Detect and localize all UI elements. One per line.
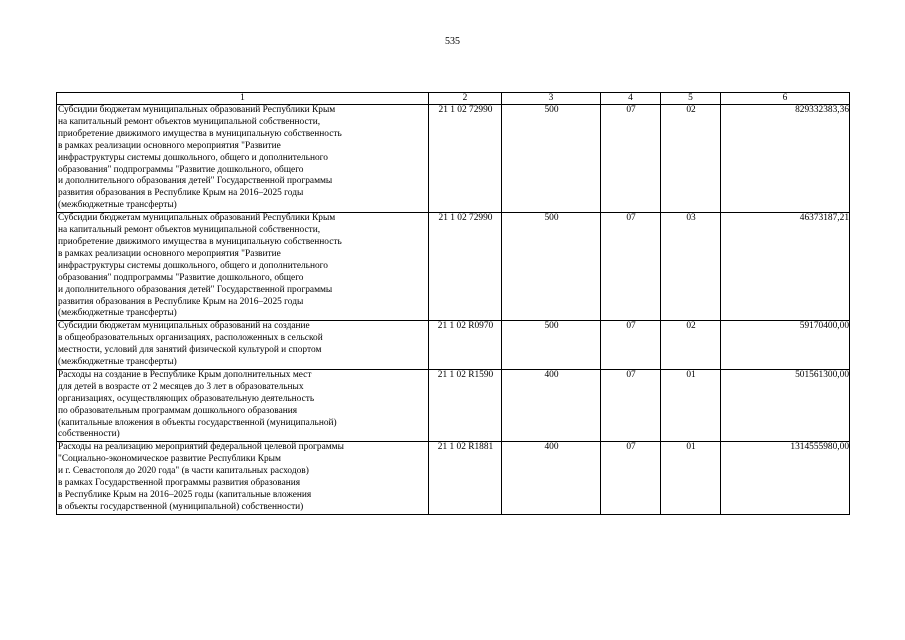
column-header-2: 2 [429, 93, 502, 105]
row-section: 07 [601, 105, 661, 213]
row-expense-type: 400 [502, 369, 601, 441]
row-subsection: 01 [661, 369, 721, 441]
row-amount: 46373187,21 [721, 213, 850, 321]
row-description: Расходы на реализацию мероприятий федеральной целевой программы "Социально-экономическое развитие Республики Крым и г. Севастополя до 2020 года" (в части капитальных расходов) в рамках Государственной программы развития образования в Республике Крым на 2016–2025 годы (капитальные вложения в объекты государственной (муниципальной) собственности) [57, 442, 429, 514]
budget-table [56, 92, 850, 515]
page-number: 535 [445, 36, 460, 47]
row-target-code: 21 1 02 72990 [429, 213, 502, 321]
row-description: Субсидии бюджетам муниципальных образований Республики Крым на капитальный ремонт объектов муниципальной собственности, приобретение движимого имущества в муниципальную собственность в рамках реализации основного мероприятия "Развитие инфраструктуры системы дошкольного, общего и дополнительного образования" подпрограммы "Развитие дошкольного, общего и дополнительного образования детей" Государственной программы развития образования в Республике Крым на 2016–2025 годы (межбюджетные трансферты) [57, 213, 429, 321]
row-subsection: 03 [661, 213, 721, 321]
table-row [57, 213, 850, 321]
header-row [57, 93, 850, 105]
row-subsection: 02 [661, 105, 721, 213]
row-subsection: 02 [661, 321, 721, 370]
row-section: 07 [601, 442, 661, 514]
row-description: Расходы на создание в Республике Крым дополнительных мест для детей в возрасте от 2 месяцев до 3 лет в образовательных организациях, осуществляющих образовательную деятельность по образовательным программам дошкольного образования (капитальные вложения в объекты государственной (муниципальной) собственности) [57, 369, 429, 441]
row-expense-type: 500 [502, 213, 601, 321]
row-section: 07 [601, 321, 661, 370]
row-target-code: 21 1 02 R0970 [429, 321, 502, 370]
column-header-1: 1 [57, 93, 429, 105]
row-amount: 501561300,00 [721, 369, 850, 441]
table-row [57, 442, 850, 514]
row-target-code: 21 1 02 R1881 [429, 442, 502, 514]
table-row [57, 321, 850, 370]
table-row [57, 105, 850, 213]
column-header-4: 4 [601, 93, 661, 105]
row-amount: 1314555980,00 [721, 442, 850, 514]
row-target-code: 21 1 02 R1590 [429, 369, 502, 441]
row-target-code: 21 1 02 72990 [429, 105, 502, 213]
row-section: 07 [601, 369, 661, 441]
row-expense-type: 500 [502, 105, 601, 213]
row-description: Субсидии бюджетам муниципальных образований Республики Крым на капитальный ремонт объектов муниципальной собственности, приобретение движимого имущества в муниципальную собственность в рамках реализации основного мероприятия "Развитие инфраструктуры системы дошкольного, общего и дополнительного образования" подпрограммы "Развитие дошкольного, общего и дополнительного образования детей" Государственной программы развития образования в Республике Крым на 2016–2025 годы (межбюджетные трансферты) [57, 105, 429, 213]
row-amount: 829332383,36 [721, 105, 850, 213]
column-header-6: 6 [721, 93, 850, 105]
row-expense-type: 400 [502, 442, 601, 514]
row-description: Субсидии бюджетам муниципальных образований на создание в общеобразовательных организациях, расположенных в сельской местности, условий для занятий физической культурой и спортом (межбюджетные трансферты) [57, 321, 429, 370]
row-section: 07 [601, 213, 661, 321]
table-row [57, 369, 850, 441]
column-header-5: 5 [661, 93, 721, 105]
row-amount: 59170400,00 [721, 321, 850, 370]
column-header-3: 3 [502, 93, 601, 105]
row-subsection: 01 [661, 442, 721, 514]
row-expense-type: 500 [502, 321, 601, 370]
